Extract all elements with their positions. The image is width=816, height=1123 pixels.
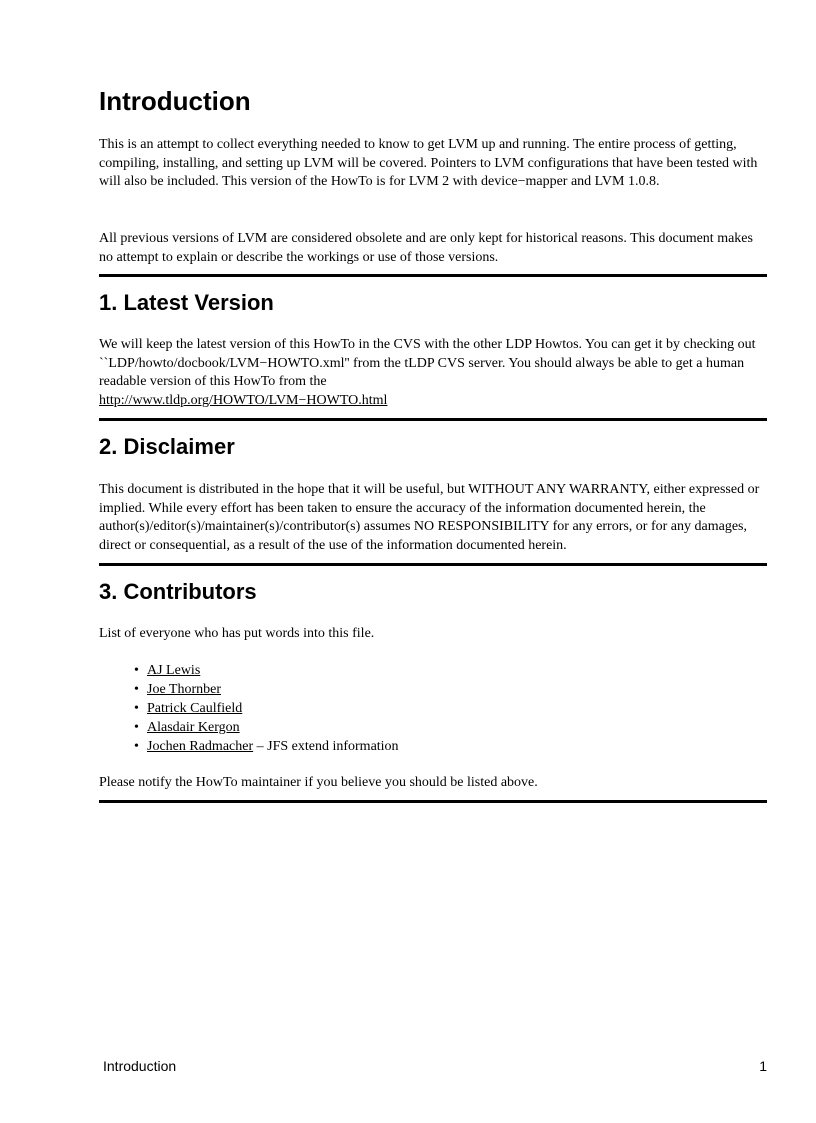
page-title: Introduction	[99, 86, 251, 116]
list-item	[134, 718, 399, 737]
howto-link[interactable]: http://www.tldp.org/HOWTO/LVM−HOWTO.html	[99, 392, 388, 408]
latest-version-paragraph	[99, 336, 767, 410]
page-number: 1	[759, 1058, 767, 1074]
bullet-icon: •	[134, 682, 139, 697]
list-item	[134, 661, 399, 680]
list-item	[134, 737, 399, 756]
list-item	[134, 699, 399, 718]
section-divider	[99, 800, 767, 803]
bullet-icon: •	[134, 739, 139, 754]
bullet-icon: •	[134, 701, 139, 716]
contributors-outro: Please notify the HowTo maintainer if you believe you should be listed above.	[99, 775, 538, 790]
contributors-heading: 3. Contributors	[99, 579, 257, 604]
contributor-link[interactable]: AJ Lewis	[147, 663, 201, 678]
contributor-link[interactable]: Jochen Radmacher	[147, 739, 254, 754]
contributor-link[interactable]: Joe Thornber	[147, 682, 221, 697]
bullet-icon: •	[134, 663, 139, 678]
disclaimer-heading: 2. Disclaimer	[99, 434, 235, 459]
contributor-note: – JFS extend information	[253, 739, 399, 754]
intro-paragraph-2: All previous versions of LVM are considered obsolete and are only kept for historical reasons. This document makes no attempt to explain or describe the workings or use of those versions.	[99, 231, 753, 265]
footer-section-title: Introduction	[103, 1058, 177, 1074]
contributors-list	[134, 661, 399, 756]
intro-paragraph-1: This is an attempt to collect everything needed to know to get LVM up and running. The entire process of getting, compiling, installing, and setting up LVM will be covered. Pointers to LVM configurations that have been tested with will also be included. This version of the HowTo is for LVM 2 with device−mapper and LVM 1.0.8.	[99, 137, 758, 189]
bullet-icon: •	[134, 720, 139, 735]
disclaimer-paragraph: This document is distributed in the hope that it will be useful, but WITHOUT ANY WARRANTY, either expressed or implied. While every effort has been taken to ensure the accuracy of the information documented herein, the author(s)/editor(s)/maintainer(s)/contributor(s) assumes NO RESPONSIBILITY for any errors, or for any damages, direct or consequential, as a result of the use of the information documented herein.	[99, 482, 760, 553]
section-divider	[99, 563, 767, 566]
latest-version-text: We will keep the latest version of this HowTo in the CVS with the other LDP Howtos. You can get it by checking out ``LDP/howto/docbook/LVM−HOWTO.xml'' from the tLDP CVS server. You should always be able to get a human readable version of this HowTo from the	[99, 337, 756, 389]
latest-version-heading: 1. Latest Version	[99, 290, 274, 315]
contributor-link[interactable]: Patrick Caulfield	[147, 701, 243, 716]
section-divider	[99, 418, 767, 421]
contributor-link[interactable]: Alasdair Kergon	[147, 720, 240, 735]
contributors-intro: List of everyone who has put words into this file.	[99, 626, 375, 641]
list-item	[134, 680, 399, 699]
section-divider	[99, 274, 767, 277]
